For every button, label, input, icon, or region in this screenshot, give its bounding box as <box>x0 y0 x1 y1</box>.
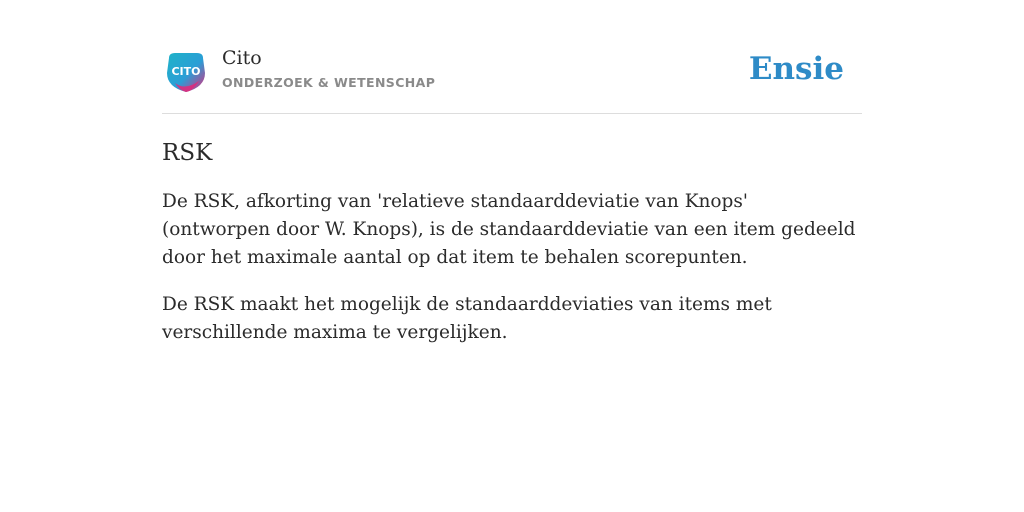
brand-subtitle: ONDERZOEK & WETENSCHAP <box>222 75 436 90</box>
site-name-link[interactable]: Ensie <box>748 51 844 87</box>
article-paragraph: De RSK maakt het mogelijk de standaarddeviaties van items met verschillende maxima te vergelijken. <box>162 294 772 343</box>
header <box>162 40 862 114</box>
article <box>162 138 862 366</box>
page-title: RSK <box>162 140 213 166</box>
logo-lettering: CITO <box>171 65 201 78</box>
article-paragraph: De RSK, afkorting van 'relatieve standaarddeviatie van Knops' (ontworpen door W. Knops), is de standaarddeviatie van een item gedeeld door het maximale aantal op dat item te behalen scorepunten. <box>162 191 856 268</box>
cito-logo-icon <box>165 51 207 93</box>
brand-name[interactable]: Cito <box>222 47 262 69</box>
cito-logo[interactable] <box>165 51 207 93</box>
